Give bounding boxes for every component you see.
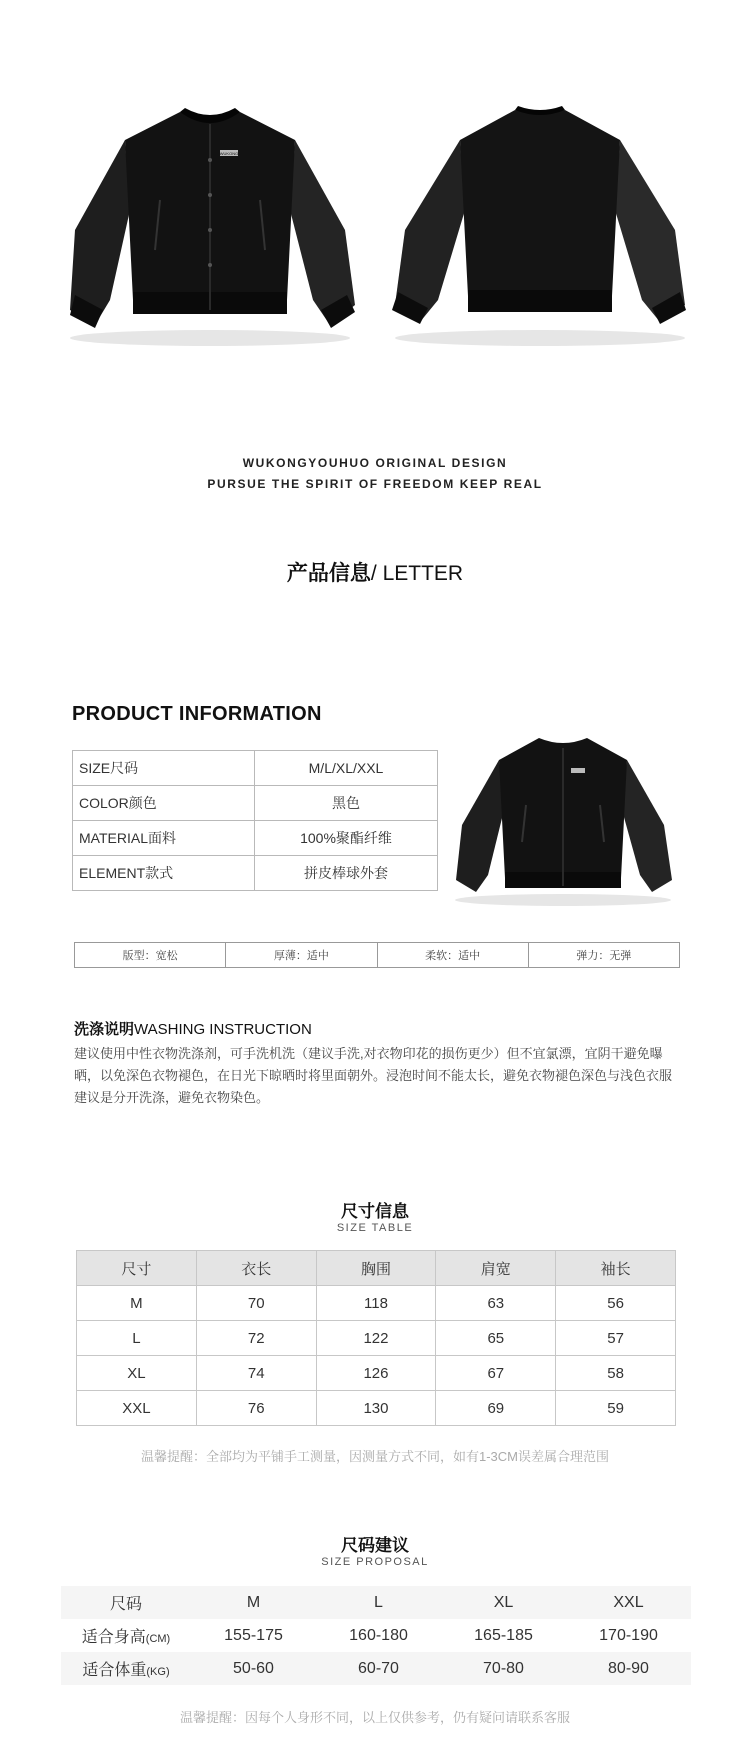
- table-cell: XXL: [77, 1391, 197, 1426]
- table-row: [77, 1391, 676, 1426]
- column-header: 肩宽: [436, 1251, 556, 1286]
- size-table-title: 尺寸信息: [341, 1202, 409, 1221]
- table-cell: 70-80: [441, 1652, 566, 1685]
- table-cell: 63: [436, 1286, 556, 1321]
- product-information-heading: PRODUCT INFORMATION: [72, 703, 322, 725]
- table-row: [61, 1619, 691, 1652]
- table-cell: 56: [556, 1286, 676, 1321]
- attribute-thickness: 厚薄：适中: [226, 943, 377, 968]
- weight-label: 适合体重: [82, 1662, 147, 1679]
- table-row: [61, 1652, 691, 1685]
- info-value: 黑色: [255, 786, 438, 821]
- washing-title-en: WASHING INSTRUCTION: [134, 1021, 312, 1038]
- info-value: 拼皮棒球外套: [255, 856, 438, 891]
- attribute-fit: 版型：宽松: [75, 943, 226, 968]
- letter-title-cn: 产品信息: [286, 562, 371, 585]
- tagline-secondary: PURSUE THE SPIRIT OF FREEDOM KEEP REAL: [207, 477, 543, 491]
- table-row: [75, 943, 680, 968]
- weight-unit: (KG): [146, 1666, 170, 1678]
- size-proposal-note: 温馨提醒：因每个人身形不同，以上仅供参考，仍有疑问请联系客服: [179, 1710, 570, 1725]
- size-table-note: 温馨提醒：全部均为平铺手工测量，因测量方式不同，如有1-3CM误差属合理范围: [140, 1449, 609, 1464]
- size-proposal-table: [61, 1586, 691, 1685]
- jacket-back-image: [380, 100, 700, 350]
- table-cell: M: [77, 1286, 197, 1321]
- table-cell: 118: [316, 1286, 436, 1321]
- table-cell: 74: [196, 1356, 316, 1391]
- table-cell: 130: [316, 1391, 436, 1426]
- table-cell: 58: [556, 1356, 676, 1391]
- table-cell: 122: [316, 1321, 436, 1356]
- table-cell: 70: [196, 1286, 316, 1321]
- table-cell: 72: [196, 1321, 316, 1356]
- column-header: 尺寸: [77, 1251, 197, 1286]
- table-cell: 165-185: [474, 1626, 533, 1644]
- table-cell: 60-70: [316, 1652, 441, 1685]
- table-header-row: [77, 1251, 676, 1286]
- washing-title-cn: 洗涤说明: [74, 1021, 135, 1038]
- tagline-primary: WUKONGYOUHUO ORIGINAL DESIGN: [242, 456, 508, 470]
- column-header: 尺码: [61, 1586, 191, 1619]
- table-row: [73, 751, 438, 786]
- table-row: [77, 1286, 676, 1321]
- column-header: XL: [441, 1586, 566, 1619]
- table-cell: 76: [196, 1391, 316, 1426]
- info-label: SIZE尺码: [73, 751, 255, 786]
- table-cell: XL: [77, 1356, 197, 1391]
- table-cell: 155-175: [224, 1626, 283, 1644]
- size-table-subtitle: SIZE TABLE: [336, 1222, 414, 1234]
- attribute-table: [74, 942, 680, 968]
- table-cell: 69: [436, 1391, 556, 1426]
- table-cell: 160-180: [349, 1626, 408, 1644]
- info-label: COLOR颜色: [73, 786, 255, 821]
- table-cell: 65: [436, 1321, 556, 1356]
- column-header: XXL: [566, 1586, 691, 1619]
- column-header: M: [191, 1586, 316, 1619]
- svg-text:WUKONG: WUKONG: [219, 151, 239, 156]
- table-row: [77, 1356, 676, 1391]
- letter-title-en: / LETTER: [370, 562, 464, 585]
- table-cell: 50-60: [191, 1652, 316, 1685]
- size-proposal-title: 尺码建议: [341, 1536, 409, 1555]
- table-cell: 80-90: [566, 1652, 691, 1685]
- letter-title: [0, 557, 750, 587]
- table-cell: 57: [556, 1321, 676, 1356]
- product-thumbnail-image: [444, 730, 682, 908]
- info-value: 100%聚酯纤维: [255, 821, 438, 856]
- table-row: [77, 1321, 676, 1356]
- table-row: [73, 856, 438, 891]
- column-header: 袖长: [556, 1251, 676, 1286]
- info-label: ELEMENT款式: [73, 856, 255, 891]
- table-header-row: [61, 1586, 691, 1619]
- size-table: [76, 1250, 676, 1426]
- info-label: MATERIAL面料: [73, 821, 255, 856]
- table-row: [73, 821, 438, 856]
- column-header: 衣长: [196, 1251, 316, 1286]
- attribute-elasticity: 弹力：无弹: [528, 943, 679, 968]
- table-cell: 59: [556, 1391, 676, 1426]
- table-cell: L: [77, 1321, 197, 1356]
- jacket-front-image: [55, 100, 365, 350]
- product-info-table: [72, 750, 438, 891]
- size-proposal-subtitle: SIZE PROPOSAL: [321, 1556, 429, 1568]
- table-cell: 126: [316, 1356, 436, 1391]
- row-label-height: [61, 1619, 191, 1652]
- hero-images: [0, 0, 750, 390]
- washing-title: [74, 1018, 312, 1039]
- table-row: [73, 786, 438, 821]
- table-cell: 170-190: [599, 1626, 658, 1644]
- row-label-weight: [61, 1652, 191, 1685]
- height-unit: (CM): [145, 1633, 171, 1645]
- column-header: L: [316, 1586, 441, 1619]
- table-cell: 67: [436, 1356, 556, 1391]
- height-label: 适合身高: [81, 1629, 146, 1646]
- column-header: 胸围: [316, 1251, 436, 1286]
- attribute-softness: 柔软：适中: [377, 943, 528, 968]
- info-value: M/L/XL/XXL: [255, 751, 438, 786]
- washing-instructions: 建议使用中性衣物洗涤剂，可手洗机洗（建议手洗,对衣物印花的损伤更少）但不宜氯漂，宜阴干避免曝晒，以免深色衣物褪色，在日光下晾晒时将里面朝外。浸泡时间不能太长，避免衣物褪色深色与浅色衣服建议是分开洗涤，避免衣物染色。: [74, 1046, 673, 1105]
